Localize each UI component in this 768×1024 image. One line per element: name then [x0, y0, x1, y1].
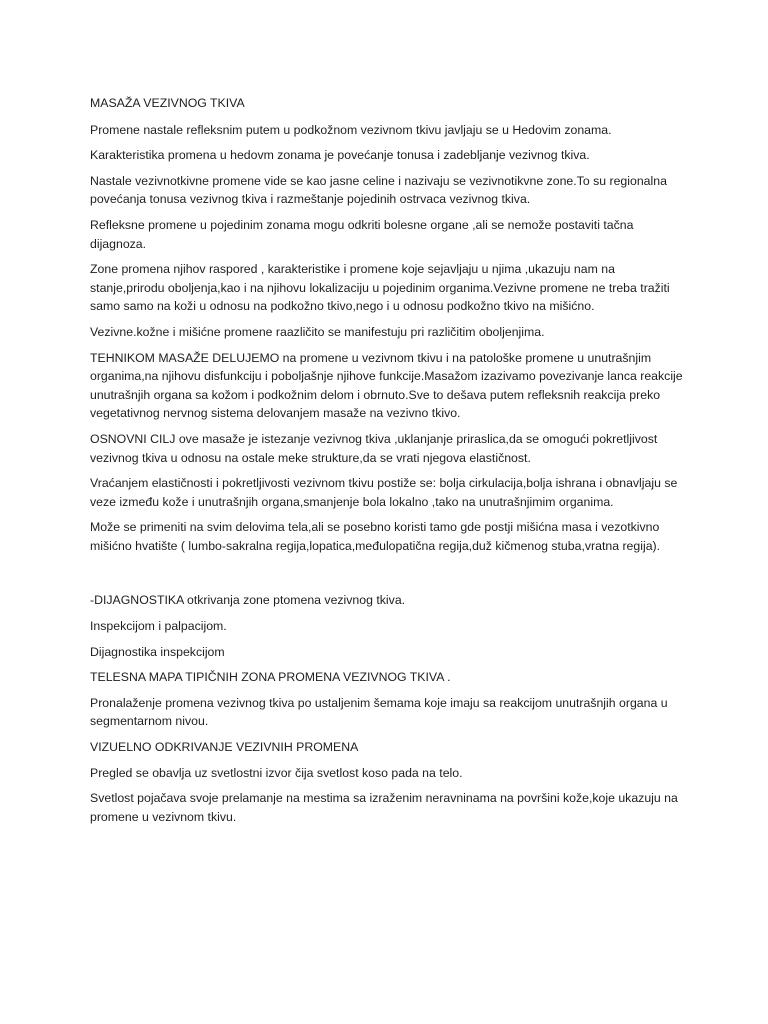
paragraph-hedove-zone: Promene nastale refleksnim putem u podkožnom vezivnom tkivu javljaju se u Hedovim zonama. [90, 122, 612, 137]
paragraph-refleksne-promene: Refleksne promene u pojedinim zonama mogu odkriti bolesne organe ,ali se nemože postaviti tačna dijagnoza. [90, 217, 634, 251]
paragraph-karakteristika: Karakteristika promena u hedovm zonama je povećanje tonusa i zadebljanje vezivnog tkiva. [90, 148, 590, 163]
document-body [90, 94, 690, 833]
paragraph-manifestacije: Vezivne.kožne i mišićne promene raazličito se manifestuju pri različitim oboljenjima. [90, 324, 545, 339]
paragraph-raspored-zona: Zone promena njihov raspored , karakteristike i promene koje sejavljaju u njima ,ukazuju nam na stanje,prirodu oboljenja,kao i na njihovu lokalizaciju u pojedinim organima.Vezivne promene ne treba tražiti samo samo na koži u odnosu na podkožno tkivo,nego i u odnosu podkožno tkivo na mišićno. [90, 262, 670, 314]
paragraph-primena: Može se primeniti na svim delovima tela,ali se posebno koristi tamo gde postji mišićna masa i vezotkivno mišićno hvatište ( lumbo-sakralna regija,lopatica,međulopatična regija,duž kičmenog stuba,vratna regija). [90, 520, 661, 553]
paragraph-tehnika-masaze: TEHNIKOM MASAŽE DELUJEMO na promene u vezivnom tkivu i na patološke promene u unutrašnjim organima,na njihovu disfunkciju i poboljašnje njihove funkcije.Masažom izazivamo povezivanje lanca reakcije unutrašnjih organa sa kožom i podkožnim delom i obrnuto.Sve to dešava putem refleksnih reakcija preko vegetativnog nervnog sistema delovanjem masaže na vezivno tkivo. [90, 350, 683, 421]
paragraph-inspekcija-palpacija: Inspekcijom i palpacijom. [90, 619, 227, 634]
paragraph-dijagnostika-inspekcijom: Dijagnostika inspekcijom [90, 644, 225, 659]
paragraph-pregled: Pregled se obavlja uz svetlostni izvor čija svetlost koso pada na telo. [90, 765, 463, 780]
paragraph-osnovni-cilj: OSNOVNI CILJ ove masaže je istezanje vezivnog tkiva ,uklanjanje priraslica,da se omogući pokretljivost vezivnog tkiva u odnosu na ostale meke strukture,da se vrati njegova elastičnost. [90, 431, 658, 465]
document-title: MASAŽA VEZIVNOG TKIVA [90, 96, 245, 110]
paragraph-svetlost: Svetlost pojačava svoje prelamanje na mestima sa izraženim neravninama na površini kože,koje ukazuju na promene u vezivnom tkivu. [90, 791, 678, 824]
section-heading-vizuelno-odkrivanje: VIZUELNO ODKRIVANJE VEZIVNIH PROMENA [90, 740, 359, 755]
paragraph-vezivnotkivne-zone: Nastale vezivnotkivne promene vide se kao jasne celine i nazivaju se vezivnotikvne zone.To su regionalna povećanja tonusa vezivnog tkiva i razmeštanje pojedinih ostrvaca vezivnog tkiva. [90, 173, 667, 207]
paragraph-pronalazenje: Pronalaženje promena vezivnog tkiva po ustaljenim šemama koje imaju sa reakcijom unutrašnjih organa u segmentarnom nivou. [90, 695, 668, 729]
section-heading-dijagnostika: -DIJAGNOSTIKA otkrivanja zone ptomena vezivnog tkiva. [90, 593, 406, 608]
section-heading-telesna-mapa: TELESNA MAPA TIPIČNIH ZONA PROMENA VEZIVNOG TKIVA . [90, 670, 451, 685]
paragraph-elasticnost: Vraćanjem elastičnosti i pokretljivosti vezivnom tkivu postiže se: bolja cirkulacija,bolja ishrana i obnavljaju se veze između kože i unutrašnjih organa,smanjenje bola lokalno ,tako na unutrašnjimim organima. [90, 476, 678, 509]
